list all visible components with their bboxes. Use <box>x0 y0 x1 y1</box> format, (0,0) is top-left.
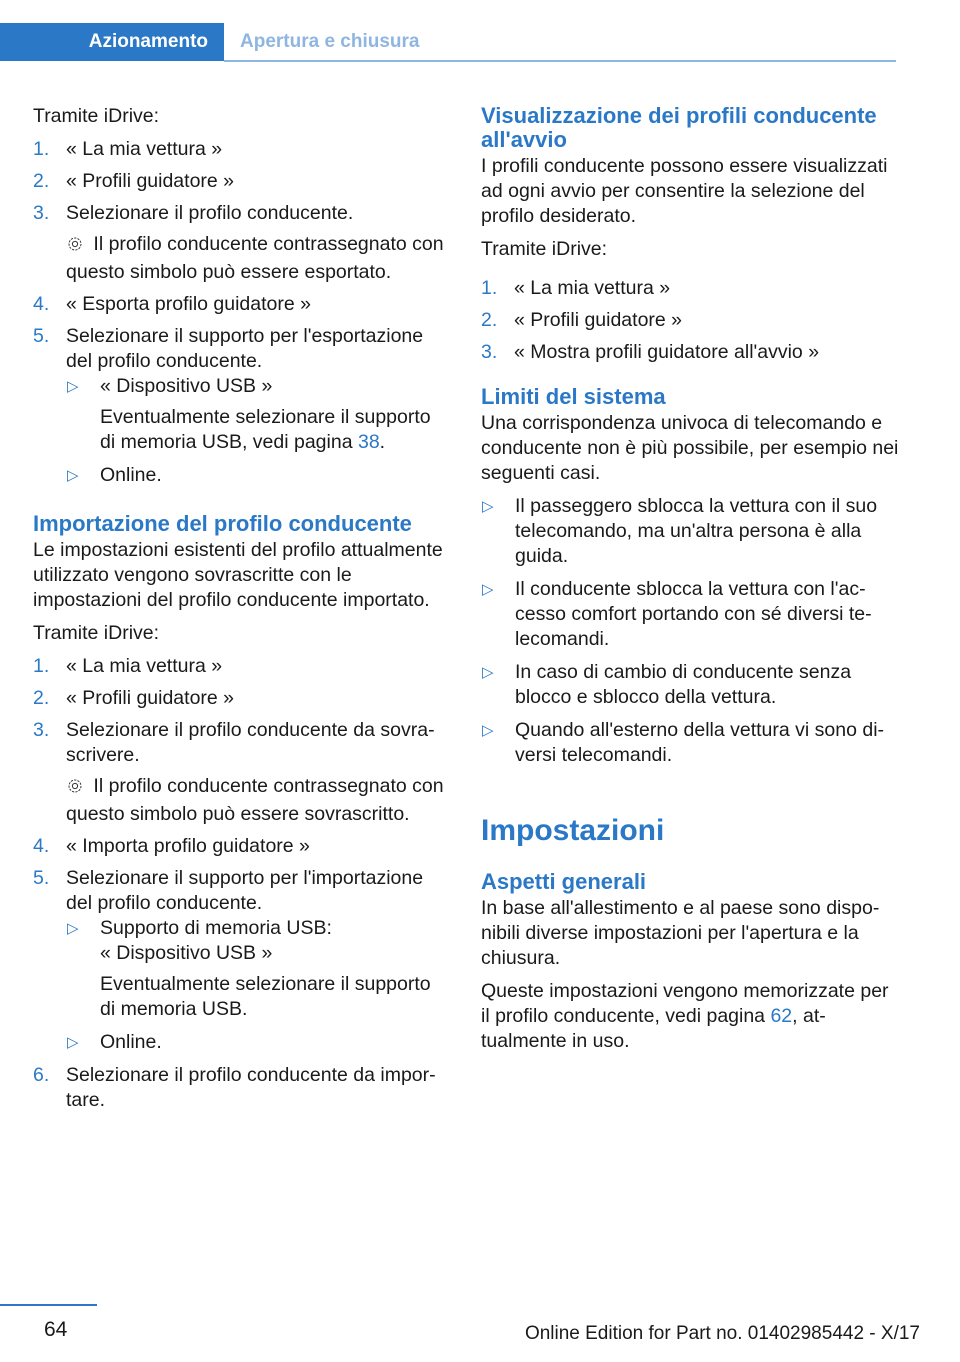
intro-text: Tramite iDrive: <box>33 622 160 644</box>
limit-text: Il passeggero sblocca la vettura con il suo telecomando, ma un'altra persona è alla guida. <box>515 495 878 567</box>
step-text: « Importa profilo guidatore » <box>66 835 310 857</box>
step-number: 5. <box>33 325 50 347</box>
header-tab-section[interactable] <box>240 23 420 61</box>
limits-list <box>481 494 899 768</box>
step-text: Selezionare il supporto per l'importazione del profilo conducente. <box>66 867 424 914</box>
visualization-steps <box>481 276 899 365</box>
step-text: Selezionare il profilo conducente da sovrascrivere. <box>66 719 435 766</box>
step-text: Selezionare il profilo conducente. <box>66 202 354 224</box>
step-item <box>33 654 448 679</box>
option-sub: Eventualmente selezionare il supporto di memoria USB. <box>100 973 431 1020</box>
step-number: 2. <box>33 170 50 192</box>
gear-icon <box>66 777 88 802</box>
general-heading: Aspetti generali <box>481 869 647 894</box>
option-item <box>66 463 448 488</box>
header-divider <box>224 60 896 62</box>
option-text: Online. <box>100 1031 162 1053</box>
limits-paragraph: Una corrispondenza univoca di telecomando e conducente non è più possibile, per esempio nei seguenti casi. <box>481 412 899 484</box>
limits-heading: Limiti del sistema <box>481 384 666 409</box>
step-item <box>33 169 448 194</box>
step-number: 5. <box>33 867 50 889</box>
limit-text: Quando all'esterno della vettura vi sono diversi telecomandi. <box>515 719 885 766</box>
edition-note: Online Edition for Part no. 01402985442 - X/17 <box>524 1323 920 1344</box>
triangle-bullet-icon: ▷ <box>482 664 494 681</box>
step-text: « La mia vettura » <box>66 138 223 160</box>
page-link[interactable]: 38 <box>357 431 380 453</box>
step-number: 4. <box>33 293 50 315</box>
step-text: « La mia vettura » <box>514 277 671 299</box>
limit-item <box>481 660 899 710</box>
step-text: Selezionare il supporto per l'esportazione del profilo conducente. <box>66 325 424 372</box>
visualization-paragraph: I profili conducente possono essere visualizzati ad ogni avvio per consentire la selezione del profilo desiderato. <box>481 155 888 227</box>
visualization-heading: Visualizzazione dei profili conducente all'avvio <box>481 103 877 152</box>
left-column <box>33 104 448 1120</box>
general-paragraph: In base all'allestimento e al paese sono disponibili diverse impostazioni per l'apertura e la chiusura. <box>481 897 880 969</box>
step-text: Selezionare il profilo conducente da importare. <box>66 1064 436 1111</box>
step-item <box>33 201 448 285</box>
option-item <box>66 916 448 1022</box>
header-tab-active[interactable] <box>0 23 224 61</box>
step-number: 3. <box>481 341 498 363</box>
triangle-bullet-icon: ▷ <box>67 1034 79 1051</box>
step-text: « Profili guidatore » <box>514 309 683 331</box>
import-paragraph: Le impostazioni esistenti del profilo attualmente utilizzato vengono sovrascritte con le impostazioni del profilo conducente importato. <box>33 539 443 611</box>
step-number: 6. <box>33 1064 50 1086</box>
step-item <box>481 340 899 365</box>
export-options <box>66 374 448 488</box>
option-text-2: « Dispositivo USB » <box>100 942 273 964</box>
step-item <box>33 718 448 827</box>
step-note-text: Il profilo conducente contrassegnato con questo simbolo può essere sovrascritto. <box>66 775 444 825</box>
option-text: Online. <box>100 464 162 486</box>
step-number: 3. <box>33 202 50 224</box>
step-item <box>33 866 448 1055</box>
step-item <box>481 308 899 333</box>
step-item <box>481 276 899 301</box>
limit-item <box>481 577 899 652</box>
step-note <box>66 774 448 827</box>
option-sub-end: . <box>379 431 386 453</box>
footer-divider <box>0 1304 97 1306</box>
limit-text: In caso di cambio di conducente senza blocco e sblocco della vettura. <box>515 661 852 708</box>
page-number: 64 <box>44 1318 68 1341</box>
limit-text: Il conducente sblocca la vettura con l'accesso comfort portando con sé diversi telecomandi. <box>515 578 872 650</box>
step-item <box>33 686 448 711</box>
memory-text: Queste impostazioni vengono memorizzate per il profilo conducente, vedi pagina <box>481 980 889 1027</box>
step-item <box>33 324 448 488</box>
intro-text: Tramite iDrive: <box>33 105 160 127</box>
step-text: « La mia vettura » <box>66 655 223 677</box>
step-note <box>66 232 448 285</box>
triangle-bullet-icon: ▷ <box>482 722 494 739</box>
triangle-bullet-icon: ▷ <box>67 920 79 937</box>
memory-paragraph <box>481 979 899 1054</box>
triangle-bullet-icon: ▷ <box>482 498 494 515</box>
triangle-bullet-icon: ▷ <box>67 467 79 484</box>
step-number: 2. <box>481 309 498 331</box>
intro-text: Tramite iDrive: <box>481 238 608 260</box>
option-item <box>66 374 448 455</box>
step-number: 1. <box>33 138 50 160</box>
option-text: Supporto di memoria USB: <box>100 917 332 939</box>
step-text: « Profili guidatore » <box>66 687 235 709</box>
option-sub <box>100 405 448 455</box>
step-number: 1. <box>481 277 498 299</box>
memory-text-end: , attualmente in uso. <box>481 1005 826 1052</box>
step-number: 1. <box>33 655 50 677</box>
step-text: « Esporta profilo guidatore » <box>66 293 311 315</box>
step-item <box>33 1063 448 1113</box>
import-options <box>66 916 448 1055</box>
step-text: « Profili guidatore » <box>66 170 235 192</box>
option-item <box>66 1030 448 1055</box>
export-steps <box>33 137 448 488</box>
import-heading: Importazione del profilo conducente <box>33 511 412 536</box>
option-text: « Dispositivo USB » <box>100 375 273 397</box>
step-number: 4. <box>33 835 50 857</box>
settings-heading: Impostazioni <box>481 814 665 847</box>
page-link[interactable]: 62 <box>770 1005 793 1027</box>
triangle-bullet-icon: ▷ <box>482 581 494 598</box>
triangle-bullet-icon: ▷ <box>67 378 79 395</box>
step-text: « Mostra profili guidatore all'avvio » <box>514 341 820 363</box>
step-item <box>33 834 448 859</box>
step-item <box>33 137 448 162</box>
gear-icon <box>66 235 88 260</box>
limit-item <box>481 718 899 768</box>
option-sub-text: Eventualmente selezionare il supporto di memoria USB, vedi pagina <box>100 406 431 453</box>
step-item <box>33 292 448 317</box>
right-column <box>481 104 899 1062</box>
step-note-text: Il profilo conducente contrassegnato con questo simbolo può essere esportato. <box>66 233 444 283</box>
step-number: 2. <box>33 687 50 709</box>
import-steps <box>33 654 448 1113</box>
step-number: 3. <box>33 719 50 741</box>
header-tab-active-label: Azionamento <box>88 31 208 52</box>
header-tab-section-label: Apertura e chiusura <box>240 31 420 52</box>
limit-item <box>481 494 899 569</box>
